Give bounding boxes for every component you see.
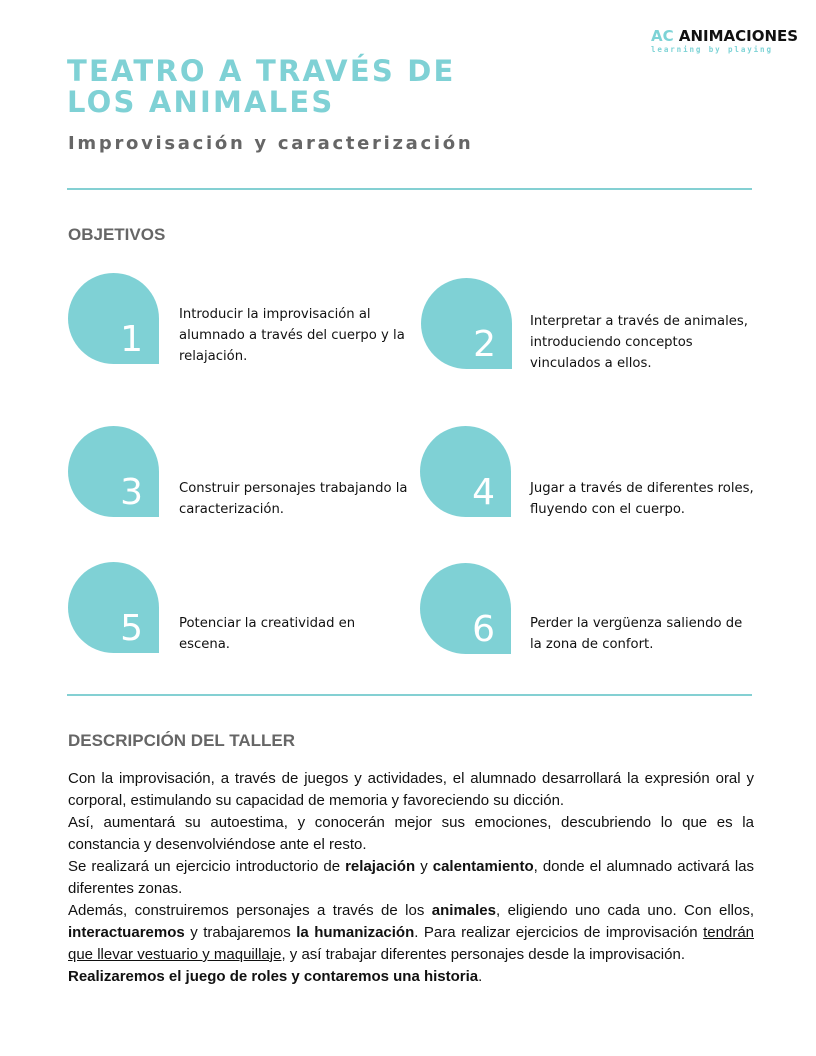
bold-run: relajación [345,858,416,875]
divider-top [67,188,752,190]
objective-number: 6 [472,609,495,650]
text-run: , donde el alumnado activará las diferentes zonas. [68,858,754,897]
objective-number: 3 [120,472,143,513]
text-run: , y así trabajar diferentes personajes desde la improvisación. [281,946,685,963]
bold-run: la humanización [296,924,415,941]
objective-text-6: Perder la vergüenza saliendo de la zona de confort. [530,616,743,652]
objective-number: 1 [120,319,143,360]
objective-badge-4 [420,426,511,517]
description-paragraph [68,966,754,988]
text-run: . Para realizar ejercicios de improvisación [414,924,704,941]
logo-prefix: AC [651,27,674,45]
logo-wordmark [651,27,797,45]
objective-text-5: Potenciar la creatividad en escena. [179,616,356,652]
description-paragraph: Con la improvisación, a través de juegos y actividades, el alumnado desarrollará la expresión oral y corporal, estimulando su capacidad de memoria y favoreciendo su dicción. [68,770,754,809]
objective-text-4: Jugar a través de diferentes roles, fluyendo con el cuerpo. [530,481,754,517]
text-run: Además, construiremos personajes a través de los [68,902,432,919]
page-subtitle: Improvisación y caracterización [68,133,474,154]
description-body [68,768,754,988]
bold-run: animales [431,902,496,919]
text-run: . [478,968,483,985]
title-line-1: TEATRO A TRAVÉS DE [67,54,456,88]
description-paragraph [68,900,754,966]
objective-number: 5 [120,608,143,649]
description-paragraph: Así, aumentará su autoestima, y conocerán mejor sus emociones, descubriendo lo que es la constancia y desenvolviéndose ante el resto. [68,814,754,853]
bold-run: Realizaremos el juego de roles y contaremos una historia [68,968,479,985]
description-paragraph [68,856,754,900]
text-run: Se realizará un ejercicio introductorio de [68,858,346,875]
objective-badge-5 [68,562,159,653]
page-title [67,56,507,118]
divider-middle [67,694,752,696]
bold-run: interactuaremos [68,924,185,941]
text-run: y trabajaremos [184,924,297,941]
objective-text-3: Construir personajes trabajando la caracterización. [179,481,408,517]
objective-number: 2 [473,324,496,365]
text-run: y [415,858,433,875]
description-heading: DESCRIPCIÓN DEL TALLER [68,731,295,750]
objective-badge-3 [68,426,159,517]
underlined-run: tendrán que llevar vestuario y maquillaje [68,924,754,963]
logo-name: ANIMACIONES [678,27,799,45]
logo-tagline: learning by playing [651,45,773,54]
text-run: , eligiendo uno cada uno. Con ellos, [495,902,754,919]
bold-run: calentamiento [432,858,534,875]
objectives-heading: OBJETIVOS [68,225,166,244]
objective-badge-6 [420,563,511,654]
brand-logo [651,27,797,54]
objective-text-1: Introducir la improvisación al alumnado a través del cuerpo y la relajación. [179,307,405,364]
objective-number: 4 [472,472,495,513]
title-line-2: LOS ANIMALES [67,85,335,119]
objective-badge-2 [421,278,512,369]
objective-badge-1 [68,273,159,364]
objective-text-2: Interpretar a través de animales, introduciendo conceptos vinculados a ellos. [530,314,748,371]
